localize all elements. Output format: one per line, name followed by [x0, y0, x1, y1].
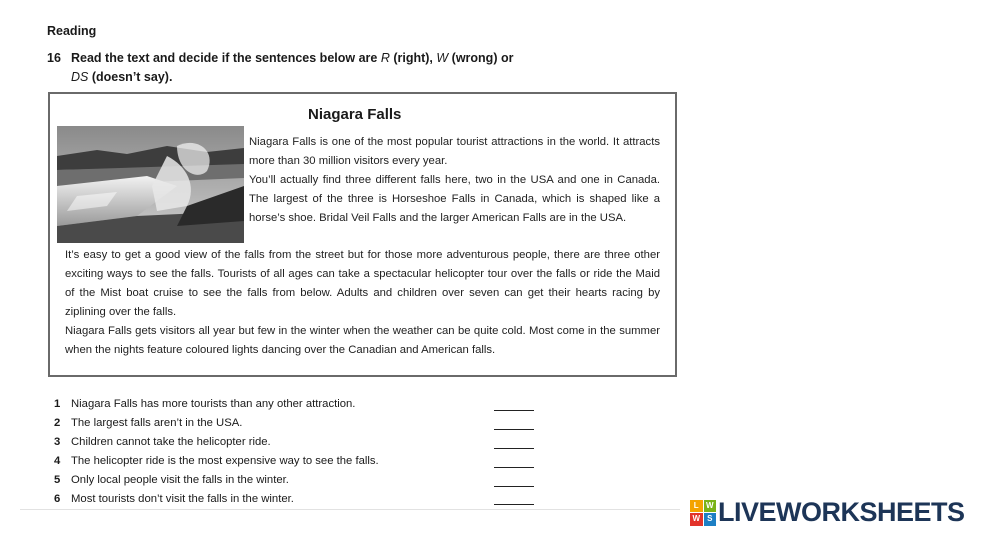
- paragraph: Niagara Falls is one of the most popular tourist attractions in the world. It attracts more than 30 million visitors every year.: [249, 136, 660, 167]
- question-text: Only local people visit the falls in the winter.: [71, 474, 289, 486]
- question-number: 6: [54, 492, 61, 505]
- r-letter: R: [380, 51, 390, 65]
- instruction-text: Read the text and decide if the sentences below are: [71, 51, 381, 65]
- question-item: [54, 471, 544, 490]
- question-item: [54, 489, 544, 508]
- question-number: 3: [54, 436, 61, 449]
- paragraph: You’ll actually find three different falls here, two in the USA and one in Canada. The largest of the three is Horseshoe Falls in Canada, which is shaped like a horse’s shoe. Bridal Veil Falls and the larger American Falls are in the USA.: [249, 173, 660, 224]
- answer-blank[interactable]: [494, 398, 534, 411]
- question-item: [54, 395, 544, 414]
- logo-text: LIVEWORKSHEETS: [718, 497, 965, 527]
- liveworksheets-logo[interactable]: [690, 497, 965, 528]
- question-number: 1: [54, 398, 61, 411]
- answer-blank[interactable]: [494, 474, 534, 487]
- section-heading: Reading: [47, 24, 97, 38]
- question-text: Niagara Falls has more tourists than any other attraction.: [71, 398, 356, 411]
- ds-label: (doesn’t say).: [88, 70, 173, 84]
- answer-blank[interactable]: [494, 492, 534, 505]
- niagara-falls-photo: [57, 126, 244, 243]
- question-item: [54, 433, 544, 452]
- text-beside-photo: [249, 133, 660, 228]
- logo-icon-cell: W: [690, 513, 703, 526]
- paragraph: It’s easy to get a good view of the falls from the street but for those more adventurous people, there are three other exciting ways to see the falls. Tourists of all ages can take a spectacular helicopter tour over the falls or ride the Maid of the Mist boat cruise to see the falls from below. Adults and children over seven can get their hearts racing by ziplining over the falls.: [65, 249, 660, 318]
- article-box: [48, 92, 677, 377]
- exercise-number: 16: [47, 51, 61, 65]
- answer-blank[interactable]: [494, 455, 534, 468]
- w-label: (wrong) or: [448, 51, 514, 65]
- question-text: The largest falls aren’t in the USA.: [71, 417, 243, 430]
- question-text: Children cannot take the helicopter ride.: [71, 436, 271, 449]
- answer-blank[interactable]: [494, 417, 534, 430]
- exercise-instruction: [47, 49, 513, 87]
- w-letter: W: [436, 51, 449, 65]
- liveworksheets-icon: [690, 500, 716, 526]
- paragraph: Niagara Falls gets visitors all year but few in the winter when the weather can be quite cold. Most come in the summer when the nights feature coloured lights dancing over the Canadian and American falls.: [65, 324, 660, 356]
- ds-letter: DS: [71, 70, 89, 84]
- question-list: [54, 395, 544, 508]
- question-item: [54, 414, 544, 433]
- logo-icon-cell: W: [704, 500, 717, 513]
- question-number: 5: [54, 474, 61, 486]
- question-number: 2: [54, 417, 61, 430]
- article-title: Niagara Falls: [308, 106, 402, 123]
- waterfall-image: [57, 126, 244, 243]
- logo-icon-cell: L: [690, 500, 703, 513]
- logo-icon-cell: S: [704, 513, 717, 526]
- answer-blank[interactable]: [494, 436, 534, 449]
- text-below-photo: [65, 246, 660, 359]
- r-label: (right),: [389, 51, 437, 65]
- question-text: The helicopter ride is the most expensive way to see the falls.: [71, 455, 379, 468]
- question-item: [54, 452, 544, 471]
- question-text: Most tourists don’t visit the falls in the winter.: [71, 492, 294, 505]
- question-number: 4: [54, 455, 61, 468]
- divider: [20, 509, 680, 510]
